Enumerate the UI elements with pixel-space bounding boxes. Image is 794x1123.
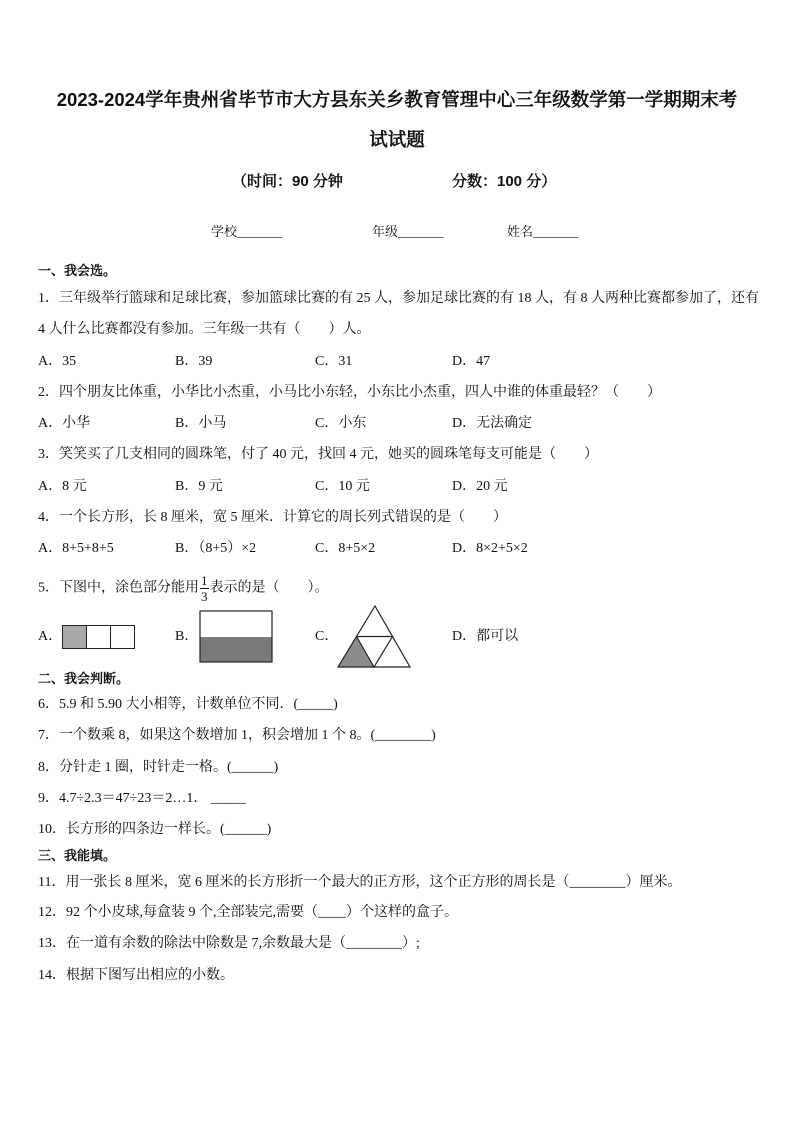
question-1-line-2: 4 人什么比赛都没有参加。三年级一共有（ ）人。 [38,322,371,337]
fraction-numerator: 1 [201,573,208,588]
question-1-line-1: 1．三年级举行篮球和足球比赛，参加篮球比赛的有 25 人，参加足球比赛的有 18 人，有 8 人两种比赛都参加了，还有 [38,291,759,306]
question-1-option-c: C．31 [315,354,353,369]
question-5-option-a: A． [38,629,63,644]
question-3-stem: 3．笑笑买了几支相同的圆珠笔，付了 40 元，找回 4 元，她买的圆珠笔每支可能是（ ） [38,447,598,462]
question-4-stem: 4．一个长方形，长 8 厘米，宽 5 厘米．计算它的周长列式错误的是（ ） [38,510,507,525]
question-2-options [38,413,738,435]
figure-c-triangle [336,604,412,669]
section-heading-fill: 三、我能填。 [38,848,117,863]
question-1-options [38,351,738,373]
question-4-options [38,538,738,560]
figure-a-square-2 [87,626,111,649]
school-field: 学校_______ [211,224,283,239]
question-14: 14．根据下图写出相应的小数。 [38,968,234,983]
question-5-stem-after: 表示的是（ ）。 [209,580,329,596]
question-4-option-c: C．8+5×2 [315,541,376,556]
question-5-stem-before: 5．下图中，涂色部分能用 [38,580,199,596]
question-5-stem [38,573,329,604]
figure-a-three-squares [62,625,136,650]
fraction-denominator: 3 [201,589,208,604]
question-7: 7．一个数乘 8，如果这个数增加 1，积会增加 1 个 8。(________) [38,728,436,743]
exam-title-line2: 试试题 [369,129,425,150]
question-2-option-b: B．小马 [175,416,227,431]
question-3-options [38,476,738,498]
question-8: 8．分针走 1 圈，时针走一格。(______) [38,760,279,775]
figure-a-square-3 [111,626,135,649]
question-2-option-c: C．小东 [315,416,367,431]
question-4-option-a: A．8+5+8+5 [38,541,114,556]
question-5-option-d: D．都可以 [452,629,519,644]
figure-a-square-1-shaded [63,626,87,649]
question-1-option-a: A．35 [38,354,77,369]
figure-b-top-half [200,611,272,637]
question-4-option-d: D．8×2+5×2 [452,541,528,556]
question-4-option-b: B．（8+5）×2 [175,541,257,556]
section-heading-judge: 二、我会判断。 [38,671,130,686]
question-3-option-a: A．8 元 [38,479,87,494]
question-11: 11．用一张长 8 厘米，宽 6 厘米的长方形折一个最大的正方形，这个正方形的周长是（________）厘米。 [38,875,682,890]
figure-c-bottom-left-shaded [338,637,374,668]
question-5-option-b: B． [175,629,199,644]
question-9: 9．4.7÷2.3＝47÷23＝2…1． _____ [38,791,246,806]
figure-b-bottom-half-shaded [200,637,272,662]
name-field: 姓名_______ [507,224,579,239]
question-1-option-d: D．47 [452,354,491,369]
question-10: 10．长方形的四条边一样长。(______) [38,822,272,837]
question-2-stem: 2．四个朋友比体重，小华比小杰重，小马比小东轻，小东比小杰重，四人中谁的体重最轻？（ ） [38,385,661,400]
question-13: 13．在一道有余数的除法中除数是 7,余数最大是（________）; [38,936,420,951]
question-6: 6．5.9 和 5.90 大小相等，计数单位不同．(_____) [38,697,338,712]
question-3-option-d: D．20 元 [452,479,508,494]
question-3-option-c: C．10 元 [315,479,370,494]
figure-b-rectangle [199,610,274,664]
exam-title-line1: 2023-2024学年贵州省毕节市大方县东关乡教育管理中心三年级数学第一学期期末考 [56,89,738,110]
exam-score: 分数：100 分） [452,173,557,190]
question-5-option-c: C． [315,629,339,644]
question-1-option-b: B．39 [175,354,213,369]
question-12: 12．92 个小皮球,每盒装 9 个,全部装完,需要（____）个这样的盒子。 [38,905,458,920]
exam-time: （时间：90 分钟 [232,173,343,190]
question-2-option-a: A．小华 [38,416,91,431]
question-3-option-b: B．9 元 [175,479,223,494]
fraction-one-third [200,574,209,603]
question-2-option-d: D．无法确定 [452,416,533,431]
section-heading-choice: 一、我会选。 [38,263,117,278]
grade-field: 年级_______ [372,224,444,239]
